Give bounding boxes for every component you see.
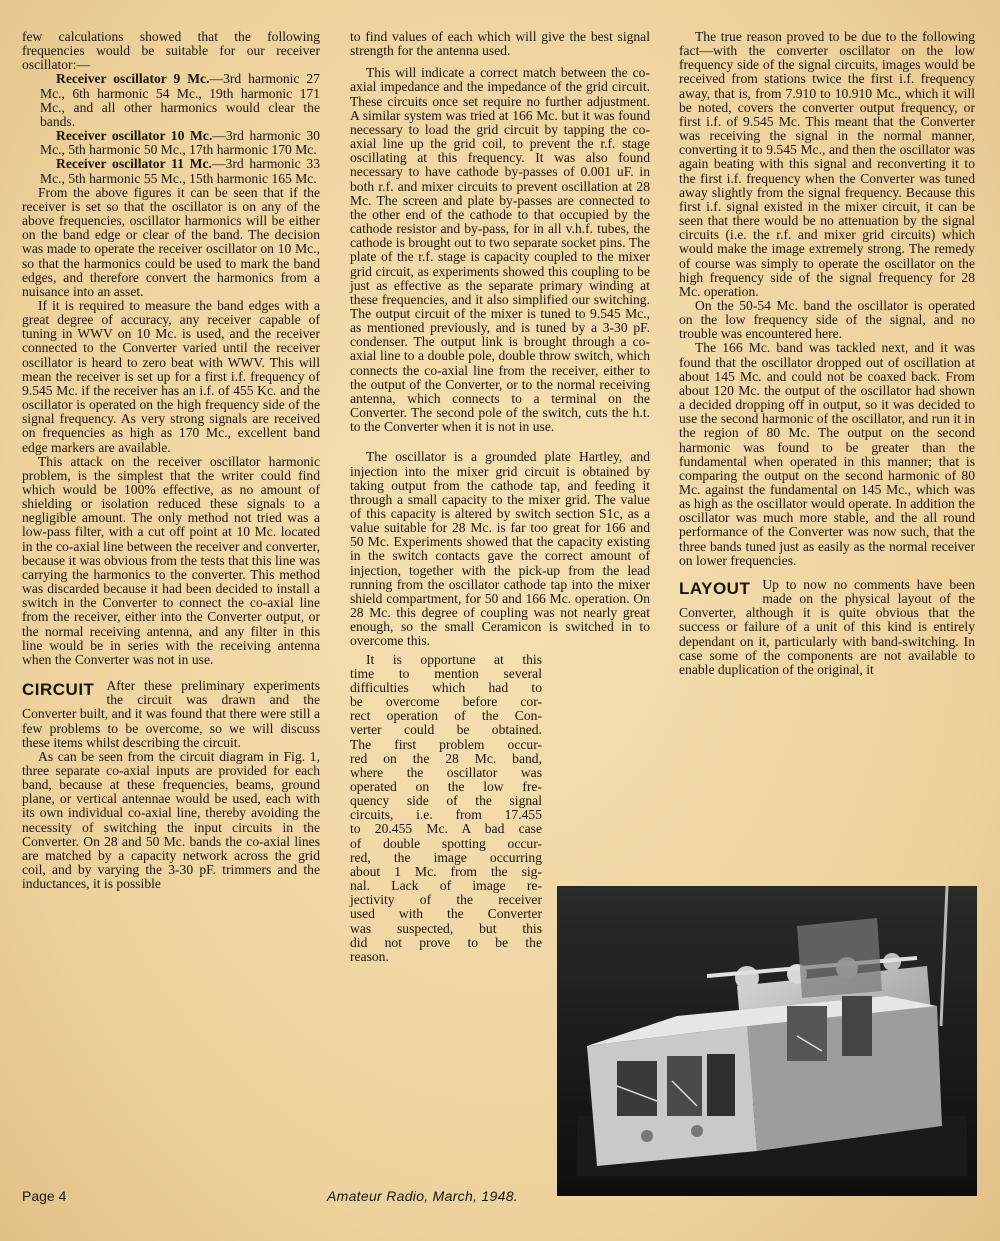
body-paragraph: After these preliminary experiments the circuit was drawn and the Converter built, and it was found that there were still a few problems to be overcome, so we will discuss these items whilst describing the circuit. xyxy=(22,678,320,750)
oscillator-label: Receiver oscillator 11 Mc. xyxy=(56,156,212,172)
narrow-paragraph-line: reason. xyxy=(350,948,389,964)
oscillator-item xyxy=(22,129,320,157)
intro-paragraph: few calculations showed that the following frequencies would be suitable for our receiver oscillator:— xyxy=(22,29,320,73)
circuit-section xyxy=(22,679,320,750)
body-paragraph: to find values of each which will give the best signal strength for the antenna used. xyxy=(350,29,650,59)
column-1 xyxy=(22,30,320,891)
column-2 xyxy=(350,30,650,964)
narrow-paragraph-line: verter could be obtained. xyxy=(350,722,542,738)
body-paragraph: Up to now no comments have been made on the physical layout of the Converter, although it is quite obvious that the success or failure of a unit of this kind is entirely dependant on it, particularly with band-switching. In case some of the components are not available to enable duplication of the original, it xyxy=(679,576,975,677)
publication-line: Amateur Radio, March, 1948. xyxy=(327,1188,518,1204)
body-paragraph: This attack on the receiver oscillator harmonic problem, is the simplest that the writer could find which would be 100% effective, as no amount of shielding or isolation reduced these signals to a negligible amount. The only method not tried was a low-pass filter, with a cut off point at 10 Mc. located in the co-axial line between the receiver and converter, because it was obvious from the tests that this line was carrying the harmonics to the converter. This method was discarded because it had been decided to install a switch in the Converter to connect the co-axial line from the receiver, either into the Converter output, or the normal receiving antenna, and any filter in this line would be in series with the receiving antenna when the Converter was not in use. xyxy=(22,453,320,667)
narrow-paragraph-line: It is opportune at this xyxy=(366,651,542,667)
narrow-paragraph-line: be overcome before cor- xyxy=(350,694,542,710)
narrow-paragraph-line: red on the 28 Mc. band, xyxy=(350,750,542,766)
page-number: Page 4 xyxy=(22,1188,67,1204)
narrow-paragraph-line: nal. Lack of image re- xyxy=(350,878,542,894)
narrow-paragraph-line: rect operation of the Con- xyxy=(350,708,542,724)
column-3 xyxy=(679,30,975,677)
converter-chassis-image xyxy=(557,886,977,1196)
layout-heading: LAYOUT xyxy=(679,578,751,598)
body-paragraph: The true reason proved to be due to the following fact—with the converter oscillator on the low frequency side of the signal circuits, images would be received from stations twice the first i.f. frequency away, that is, from 7.910 to 10.910 Mc., which it will be noted, covers the converter output frequency, or first i.f. of 9.545 Mc. This meant that the Converter was receiving the signal in the normal manner, converting it to 9.545 Mc., and then the oscillator was again beating with this signal and reconverting it to the first i.f. frequency when the Converter was tuned away slightly from the signal frequency. Because this first i.f. signal existed in the mixer circuit, it can be seen that there would be no attenuation by the signal circuits (i.e. the r.f. and mixer grid circuits) which would make the image extremely strong. The remedy of course was simply to operate the oscillator on the high frequency side of the signal frequency for 28 Mc. operation. xyxy=(679,29,975,299)
narrow-paragraph-line: did not prove to be the xyxy=(350,934,542,950)
narrow-paragraph-line: used with the Converter xyxy=(350,906,542,922)
oscillator-text: —3rd harmonic 27 Mc., 6th harmonic 54 Mc., 19th harmonic 171 Mc., and all other harmonics would clear the bands. xyxy=(40,71,320,129)
oscillator-label: Receiver oscillator 9 Mc. xyxy=(56,71,210,87)
oscillator-text: —3rd harmonic 30 Mc., 5th harmonic 50 Mc., 17th harmonic 170 Mc. xyxy=(40,128,320,158)
narrow-paragraph-line: was suspected, but this xyxy=(350,920,542,936)
circuit-heading: CIRCUIT xyxy=(22,680,95,700)
oscillator-list xyxy=(22,72,320,185)
converter-photo xyxy=(557,886,977,1196)
narrow-paragraph-line: to 20.455 Mc. A bad case xyxy=(350,821,542,837)
narrow-paragraph-line: about 1 Mc. from the sig- xyxy=(350,863,542,879)
narrow-paragraph-line: red, the image occurring xyxy=(350,849,542,865)
oscillator-label: Receiver oscillator 10 Mc. xyxy=(56,128,213,144)
body-paragraph: If it is required to measure the band edges with a great degree of accuracy, any receiver capable of tuning in WWV on 10 Mc. is used, and the receiver connected to the Converter varied until the receiver oscillator is heard to zero beat with WWV. This will mean the receiver is set up for a first i.f. frequency of 9.545 Mc. if the receiver has an i.f. of 455 Kc. and the oscillator is operated on the high frequency side of the signal frequency. As very strong signals are received on frequencies as high as 170 Mc., excellent band edge markers are available. xyxy=(22,297,320,455)
narrow-paragraph-line: of double spotting occur- xyxy=(350,835,542,851)
body-paragraph: This will indicate a correct match between the co-axial impedance and the impedance of the grid circuit. These circuits once set require no further adjustment. A similar system was tried at 166 Mc. but it was found necessary to load the grid circuit by tapping the co-axial line up the grid coil, to prevent the r.f. stage oscillating at this frequency. It was also found necessary to have cathode by-passes of 0.001 uF. in both r.f. and mixer circuits to prevent oscillation at 28 Mc. The screen and plate by-passes are connected to the other end of the cathode to that occupied by the cathode resistor and by-pass, for in all v.h.f. tubes, the cathode is brought out to two separate socket pins. The plate of the r.f. stage is capacity coupled to the mixer grid circuit, as experiments showed this coupling to be just as effective as the separate primary winding at these frequencies, and it also simplified our switching. The output circuit of the mixer is tuned to 9.545 Mc., as mentioned previously, and is tuned by a 3-30 pF. condenser. The output link is brought through a co-axial line to a double pole, double throw switch, which connects the co-axial line from the receiver, either to the output of the Converter, or to the normal receiving antenna, which connects to a terminal on the Converter. The second pole of the switch, cuts the h.t. to the Converter when it is not in use. xyxy=(350,65,650,435)
narrow-paragraph-line: circuits, i.e. from 17.455 xyxy=(350,807,542,823)
narrow-paragraph-line: jectivity of the receiver xyxy=(350,892,542,908)
body-paragraph: The 166 Mc. band was tackled next, and it was found that the oscillator dropped out of oscillation at about 145 Mc. and could not be coaxed back. From about 120 Mc. the output of the oscillator had shown a decided dropping off in output, so it was decided to use the second harmonic of the oscillator, and run it in the region of 80 Mc. The output on the second harmonic was found to be greater than the fundamental when operated in this manner; that is comparing the output on the second harmonic of 80 Mc. against the fundamental on 145 Mc., which was as high as the oscillator would operate. In addition the oscillator was much more stable, and the all round performance of the Converter was now such, that the three bands tuned just as easily as the normal receiver on lower frequencies. xyxy=(679,340,975,568)
narrow-paragraph-line: quency side of the signal xyxy=(350,793,542,809)
oscillator-item xyxy=(22,157,320,185)
narrow-paragraph-line: difficulties which had to xyxy=(350,679,542,695)
body-paragraph: On the 50-54 Mc. band the oscillator is operated on the low frequency side of the signal, and no trouble was encountered here. xyxy=(679,297,975,342)
narrow-paragraph-line: where the oscillator was xyxy=(350,764,542,780)
oscillator-text: —3rd harmonic 33 Mc., 5th harmonic 55 Mc., 15th harmonic 165 Mc. xyxy=(40,156,320,186)
narrow-paragraph-line: time to mention several xyxy=(350,665,542,681)
narrow-paragraph-line: The first problem occur- xyxy=(350,736,542,752)
body-paragraph: From the above figures it can be seen that if the receiver is set so that the oscillator is on any of the above frequencies, oscillator harmonics will be either on the band edge or clear of the band. The decision was made to operate the receiver oscillator on 10 Mc., so that the harmonics could be used to mark the band edges, and therefore convert the harmonics from a nuisance into an asset. xyxy=(22,184,320,299)
narrow-paragraph-line: operated on the low fre- xyxy=(350,778,542,794)
oscillator-item xyxy=(22,72,320,129)
layout-section xyxy=(679,578,975,677)
body-paragraph: The oscillator is a grounded plate Hartley, and injection into the mixer grid circuit is obtained by taking output from the cathode tap, and feeding it through a small capacity to the mixer grid. The value of this capacity is altered by switch section S1c, as a value suitable for 28 Mc. is far too great for 166 and 50 Mc. Experiments showed that the capacity existing in the switch contacts gave the correct amount of injection, together with the pick-up from the lead running from the oscillator cathode tap into the mixer shield compartment, for 50 and 166 Mc. operation. On 28 Mc. this degree of coupling was not nearly great enough, so the small Ceramicon is switched in to overcome this. xyxy=(350,449,650,649)
body-paragraph: As can be seen from the circuit diagram in Fig. 1, three separate co-axial inputs are provided for each band, because at these frequencies, beams, ground plane, or vertical antennae would be used, each with its own individual co-axial line, thereby avoiding the necessity of switching the input circuits in the Converter. On 28 and 50 Mc. bands the co-axial lines are matched by a capacity network across the grid coil, and by varying the 3-30 pF. trimmers and the inductances, it is possible xyxy=(22,748,320,892)
narrow-paragraph xyxy=(350,653,542,964)
